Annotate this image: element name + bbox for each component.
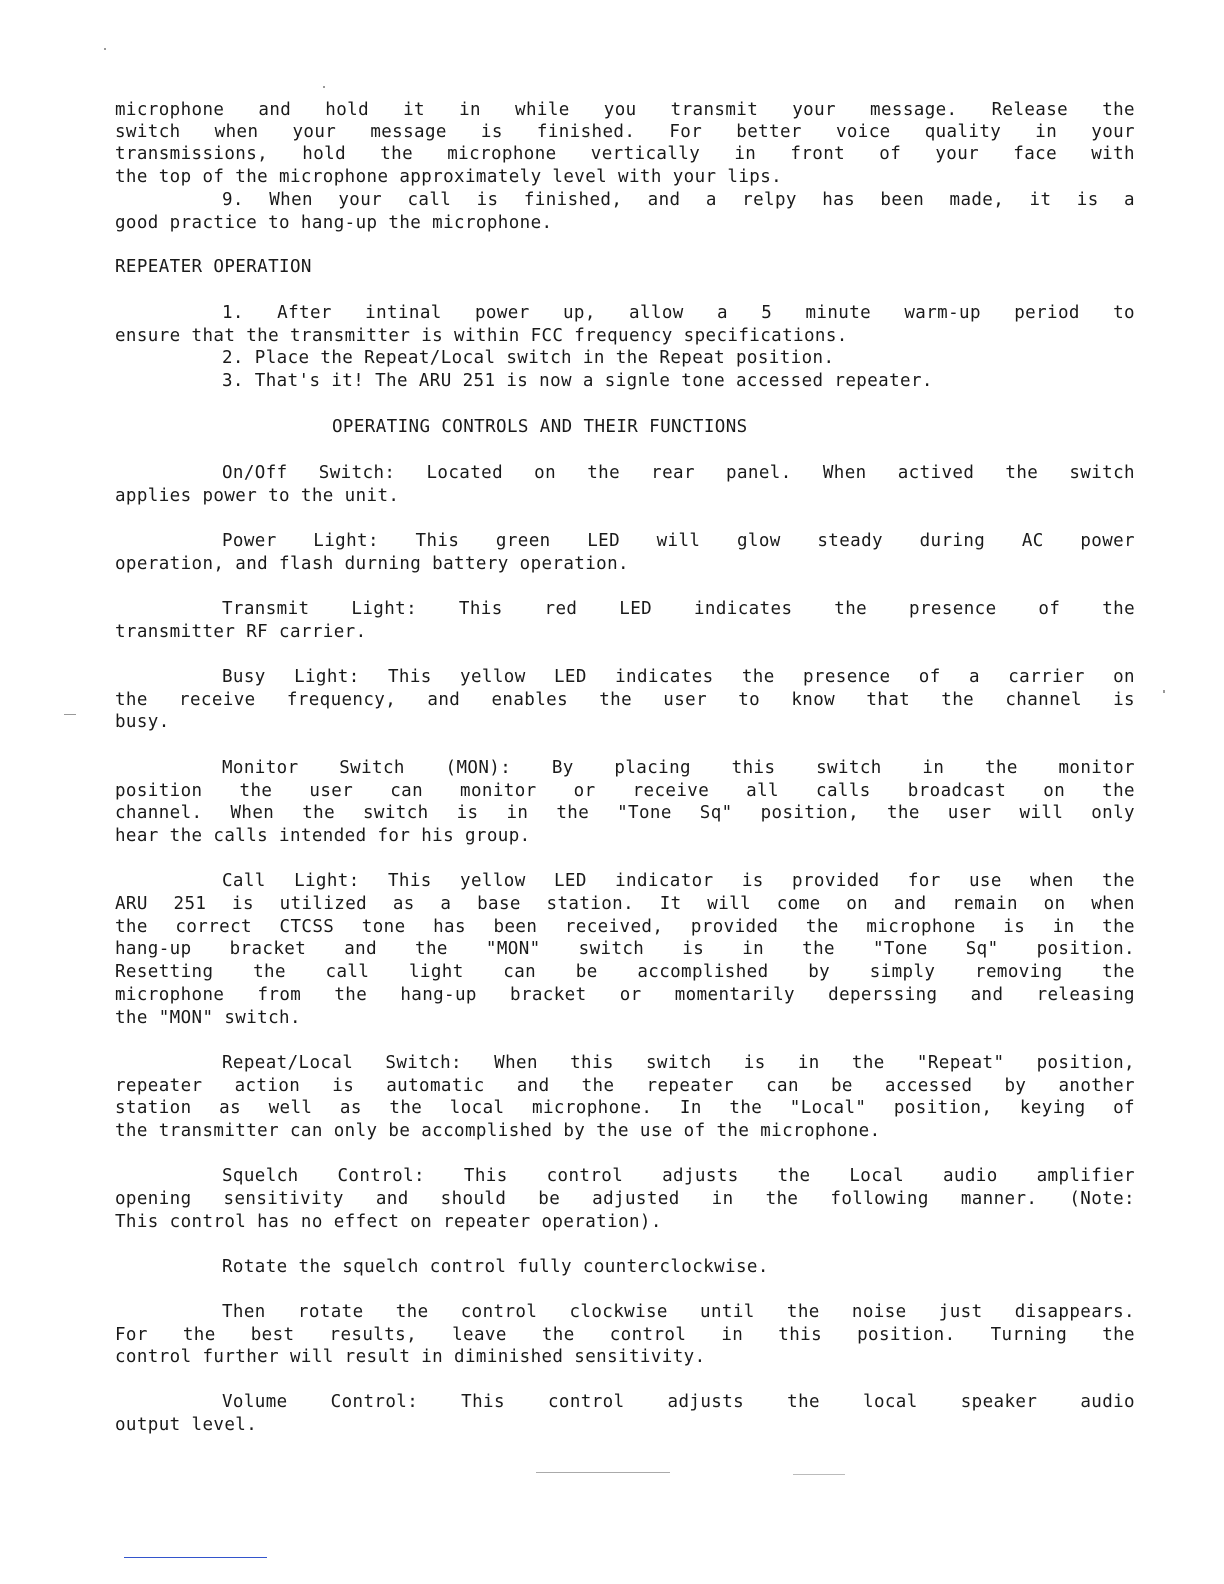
onoff-line-2: applies power to the unit. [115,486,400,506]
monitor-line-1: Monitor Switch (MON): By placing this switch in the monitor [222,758,1135,778]
call-light-line-2: ARU 251 is utilized as a base station. It will come on and remain on when [115,894,1135,914]
repeater-step-1-cont: ensure that the transmitter is within FCC frequency specifications. [115,326,848,346]
intro-line-4: the top of the microphone approximately level with your lips. [115,167,783,187]
repeat-local-line-4: the transmitter can only be accomplished by the use of the microphone. [115,1121,881,1141]
volume-line-2: output level. [115,1415,258,1435]
controls-heading: OPERATING CONTROLS AND THEIR FUNCTIONS [332,417,748,437]
repeater-heading: REPEATER OPERATION [115,257,312,277]
monitor-line-2: position the user can monitor or receive all calls broadcast on the [115,781,1135,801]
volume-line-1: Volume Control: This control adjusts the local speaker audio [222,1392,1135,1412]
repeat-local-line-1: Repeat/Local Switch: When this switch is in the "Repeat" position, [222,1053,1135,1073]
step9-line-1: 9. When your call is finished, and a relpy has been made, it is a [222,190,1135,210]
call-light-line-3: the correct CTCSS tone has been received, provided the microphone is in the [115,917,1135,937]
then-line-2: For the best results, leave the control in this position. Turning the [115,1325,1135,1345]
monitor-line-3: channel. When the switch is in the "Tone Sq" position, the user will only [115,803,1135,823]
intro-line-2: switch when your message is finished. For better voice quality in your [115,122,1135,142]
intro-line-3: transmissions, hold the microphone vertically in front of your face with [115,144,1135,164]
busy-light-line-1: Busy Light: This yellow LED indicates the presence of a carrier on [222,667,1135,687]
step9-line-2: good practice to hang-up the microphone. [115,213,553,233]
transmit-light-line-2: transmitter RF carrier. [115,622,367,642]
call-light-line-7: the "MON" switch. [115,1008,301,1028]
squelch-line-2: opening sensitivity and should be adjusted in the following manner. (Note: [115,1189,1135,1209]
scan-speck [104,48,106,50]
busy-light-line-3: busy. [115,712,170,732]
repeater-step-2: 2. Place the Repeat/Local switch in the Repeat position. [222,348,835,368]
scan-speck [1163,690,1165,693]
scan-speck [323,86,325,88]
scan-rule [536,1472,670,1473]
then-line-1: Then rotate the control clockwise until the noise just disappears. [222,1302,1135,1322]
call-light-line-1: Call Light: This yellow LED indicator is provided for use when the [222,871,1135,891]
scan-speck [64,714,76,715]
footer-rule [124,1557,267,1558]
call-light-line-6: microphone from the hang-up bracket or momentarily deperssing and releasing [115,985,1135,1005]
call-light-line-5: Resetting the call light can be accomplished by simply removing the [115,962,1135,982]
transmit-light-line-1: Transmit Light: This red LED indicates the presence of the [222,599,1135,619]
repeater-step-3: 3. That's it! The ARU 251 is now a signle tone accessed repeater. [222,371,933,391]
repeat-local-line-2: repeater action is automatic and the repeater can be accessed by another [115,1076,1135,1096]
intro-line-1: microphone and hold it in while you transmit your message. Release the [115,100,1135,120]
repeat-local-line-3: station as well as the local microphone. In the "Local" position, keying of [115,1098,1135,1118]
repeater-step-1: 1. After intinal power up, allow a 5 minute warm-up period to [222,303,1135,323]
monitor-line-4: hear the calls intended for his group. [115,826,531,846]
busy-light-line-2: the receive frequency, and enables the user to know that the channel is [115,690,1135,710]
rotate-line: Rotate the squelch control fully counterclockwise. [222,1257,769,1277]
power-light-line-1: Power Light: This green LED will glow steady during AC power [222,531,1135,551]
onoff-line-1: On/Off Switch: Located on the rear panel. When actived the switch [222,463,1135,483]
squelch-line-1: Squelch Control: This control adjusts the Local audio amplifier [222,1166,1135,1186]
then-line-3: control further will result in diminished sensitivity. [115,1347,706,1367]
call-light-line-4: hang-up bracket and the "MON" switch is in the "Tone Sq" position. [115,939,1135,959]
scan-rule [793,1474,845,1475]
power-light-line-2: operation, and flash durning battery operation. [115,554,629,574]
squelch-line-3: This control has no effect on repeater operation). [115,1212,662,1232]
